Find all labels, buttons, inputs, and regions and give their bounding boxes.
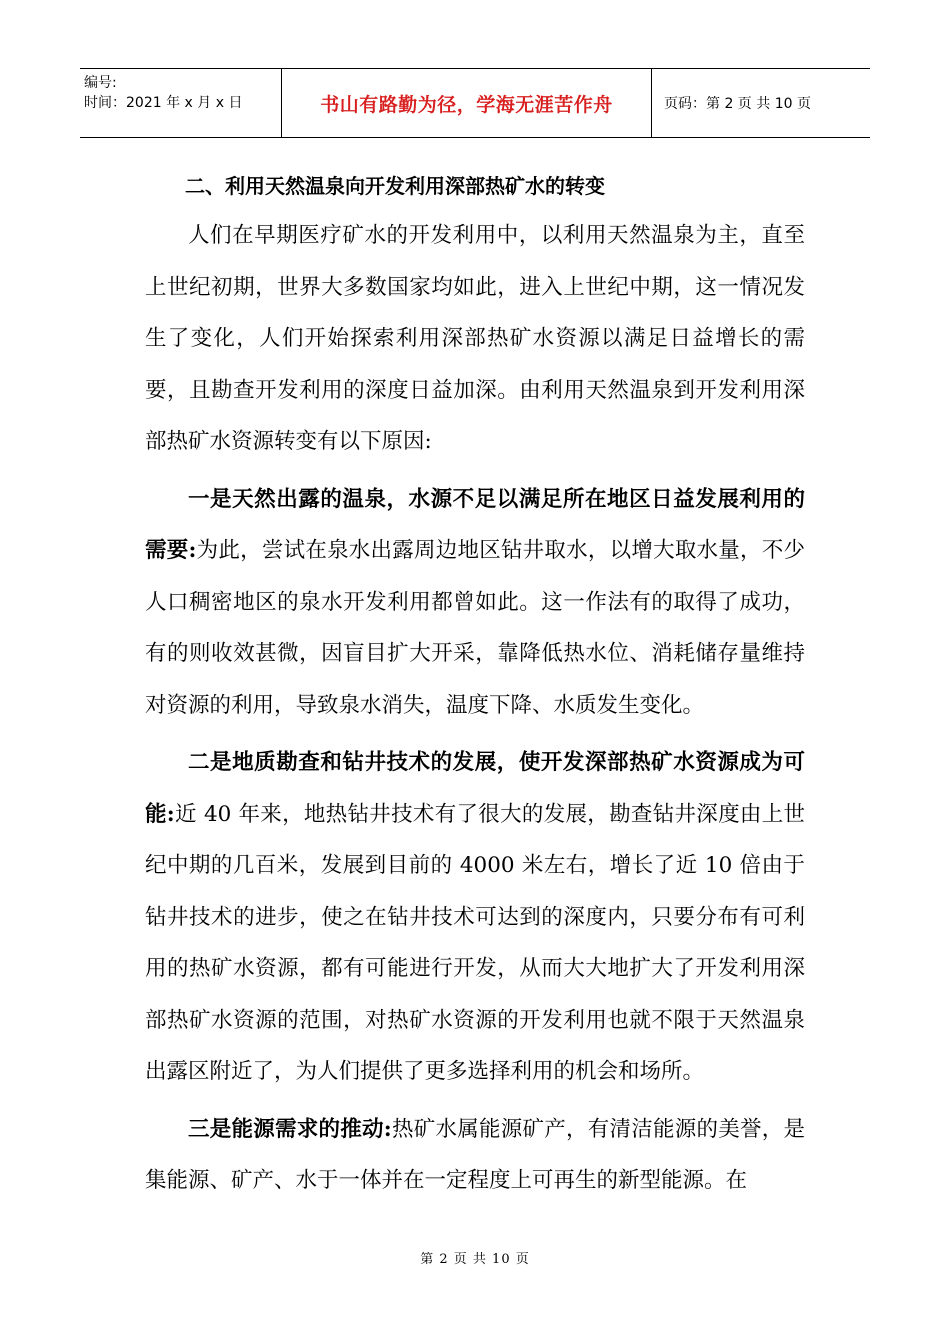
- reason-1-text: 为此，尝试在泉水出露周边地区钻井取水，以增大取水量，不少人口稠密地区的泉水开发利用都曾如此。这一作法有的取得了成功，有的则收效甚微，因盲目扩大开采，靠降低热水位、消耗储存量维持对资源的利用，导致泉水消失，温度下降、水质发生变化。: [145, 538, 806, 718]
- header-meta: [80, 69, 282, 137]
- reason-2-text: 近 40 年来，地热钻井技术有了很大的发展，勘查钻井深度由上世纪中期的几百米，发展到目前的 4000 米左右，增长了近 10 倍由于钻井技术的进步，使之在钻井技术可达到的深度内，只要分布有可利用的热矿水资源，都有可能进行开发，从而大大地扩大了开发利用深部热矿水资源的范围，对热矿水资源的开发利用也就不限于天然温泉出露区附近了，为人们提供了更多选择利用的机会和场所。: [145, 801, 806, 1084]
- paragraph-reason-2: [145, 737, 805, 1098]
- reason-3-heading: 三是能源需求的推动:: [188, 1116, 392, 1142]
- document-body: [145, 162, 805, 1207]
- paragraph-reason-3: [145, 1104, 805, 1207]
- paragraph-intro: 人们在早期医疗矿水的开发利用中，以利用天然温泉为主，直至上世纪初期，世界大多数国家均如此，进入上世纪中期，这一情况发生了变化，人们开始探索利用深部热矿水资源以满足日益增长的需要，且勘查开发利用的深度日益加深。由利用天然温泉到开发利用深部热矿水资源转变有以下原因:: [145, 223, 805, 454]
- reason-1-heading: 一是天然出露的温泉，水源不足以满足所在地区日益发展利用的需要:: [145, 486, 805, 563]
- page-footer: 第 2 页 共 10 页: [420, 1252, 530, 1267]
- section-title: 二、利用天然温泉向开发利用深部热矿水的转变: [185, 174, 605, 198]
- document-date: 时间：2021 年 x 月 x 日: [84, 95, 243, 111]
- header-motto: 书山有路勤为径，学海无涯苦作舟: [282, 69, 652, 137]
- document-number-label: 编号:: [84, 75, 117, 91]
- document-header: [80, 68, 870, 138]
- header-page-info: 页码：第 2 页 共 10 页: [664, 96, 811, 112]
- paragraph-reason-1: [145, 474, 805, 732]
- reason-2-heading: 二是地质勘查和钻井技术的发展，使开发深部热矿水资源成为可能:: [145, 750, 805, 827]
- reason-3-text: 热矿水属能源矿产，有清洁能源的美誉，是集能源、矿产、水于一体并在一定程度上可再生的新型能源。在: [145, 1116, 805, 1193]
